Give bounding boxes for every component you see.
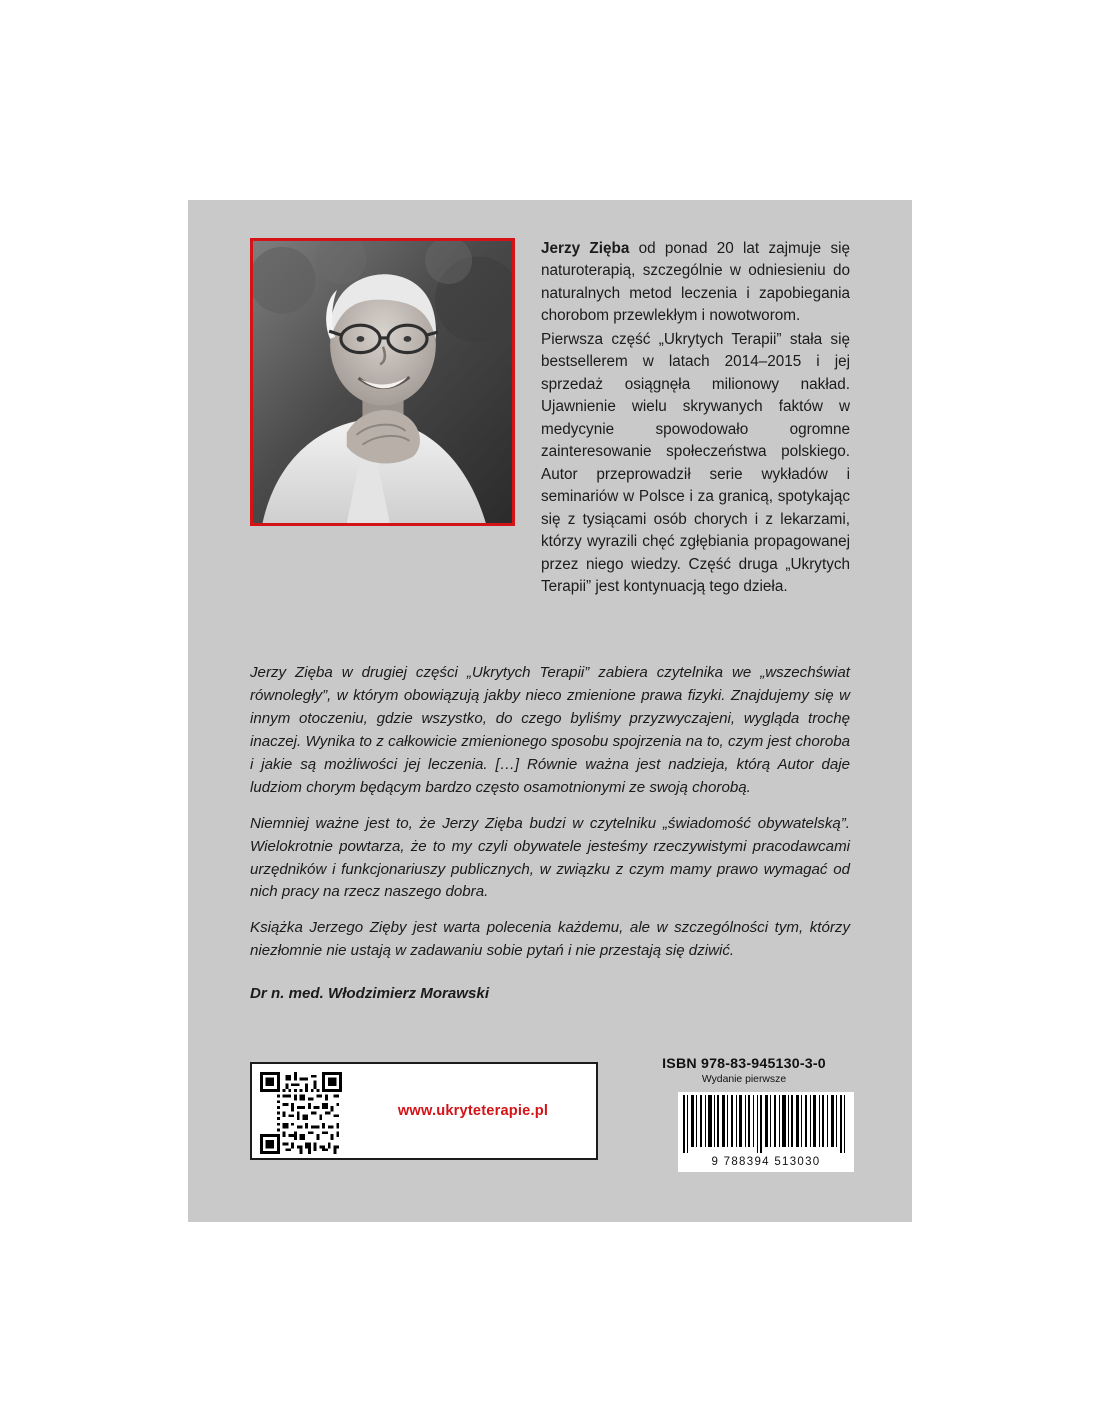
website-box[interactable] <box>250 1062 598 1160</box>
review-paragraph-1: Jerzy Zięba w drugiej części „Ukrytych Terapii” zabiera czytelnika we „wszechświat równoległy”, w którym obowiązują jakby nieco zmienione prawa fizyki. Znajdujemy się w innym otoczeniu, gdzie wszystko, do czego byliśmy przyzwyczajeni, wygląda trochę inaczej. Wynika to z całkowicie zmienionego sposobu spojrzenia na to, czym jest choroba i jakie są możliwości jej leczenia. […] Równie ważna jest nadzieja, którą Autor daje ludziom chorym będącym bardzo często osamotnionymi ze swoją chorobą. <box>250 664 850 796</box>
qr-code-icon[interactable] <box>260 1072 342 1154</box>
cover-footer <box>188 1056 912 1182</box>
review-signature: Dr n. med. Włodzimierz Morawski <box>250 985 490 1003</box>
barcode <box>678 1092 854 1172</box>
intro-text <box>541 238 850 599</box>
intro-paragraph-2: Pierwsza część „Ukrytych Terapii” stała się bestsellerem w latach 2014–2015 i jej sprzedaż osiągnęła milionowy nakład. Ujawnienie wielu skrywanych faktów w medycynie spowodowało ogromne zainteresowanie społeczeństwa polskiego. Autor przeprowadził serie wykładów i seminariów w Polsce i za granicą, spotykając się z tysiącami osób chorych i z lekarzami, którzy wyrazili chęć zgłębiania propagowanej przez niego wiedzy. Część druga „Ukrytych Terapii” jest kontynuacją tego dzieła. <box>541 330 850 596</box>
isbn-text: ISBN 978-83-945130-3-0 <box>662 1056 826 1072</box>
intro-paragraph-1 <box>541 238 850 328</box>
review-block <box>250 662 850 1006</box>
intro-paragraph-1-rest: od ponad 20 lat zajmuje się naturoterapią, szczególnie w odniesieniu do naturalnych metod leczenia i zapobiegania chorobom przewlekłym i nowotworom. <box>541 240 850 325</box>
review-paragraph-3: Książka Jerzego Zięby jest warta polecenia każdemu, ale w szczególności tym, którzy niezłomnie nie ustają w zadawaniu sobie pytań i nie przestają się dziwić. <box>250 919 850 960</box>
website-link[interactable]: www.ukryteterapie.pl <box>397 1103 549 1119</box>
book-back-cover <box>188 200 912 1222</box>
author-photo <box>250 238 515 526</box>
author-name: Jerzy Zięba <box>541 240 630 257</box>
edition-text: Wydanie pierwsze <box>701 1074 787 1085</box>
review-paragraph-2: Niemniej ważne jest to, że Jerzy Zięba budzi w czytelniku „świadomość obywatelską”. Wielokrotnie powtarza, że to my czyli obywatele jesteśmy rzeczywistymi pracodawcami urzędników i funkcjonariuszy publicznych, w związku z czym mamy prawo wymagać od nich pracy na rzecz naszego dobra. <box>250 814 850 901</box>
barcode-digits: 9 788394 513030 <box>711 1156 821 1168</box>
isbn-block <box>634 1056 854 1172</box>
author-intro-block <box>250 238 850 599</box>
